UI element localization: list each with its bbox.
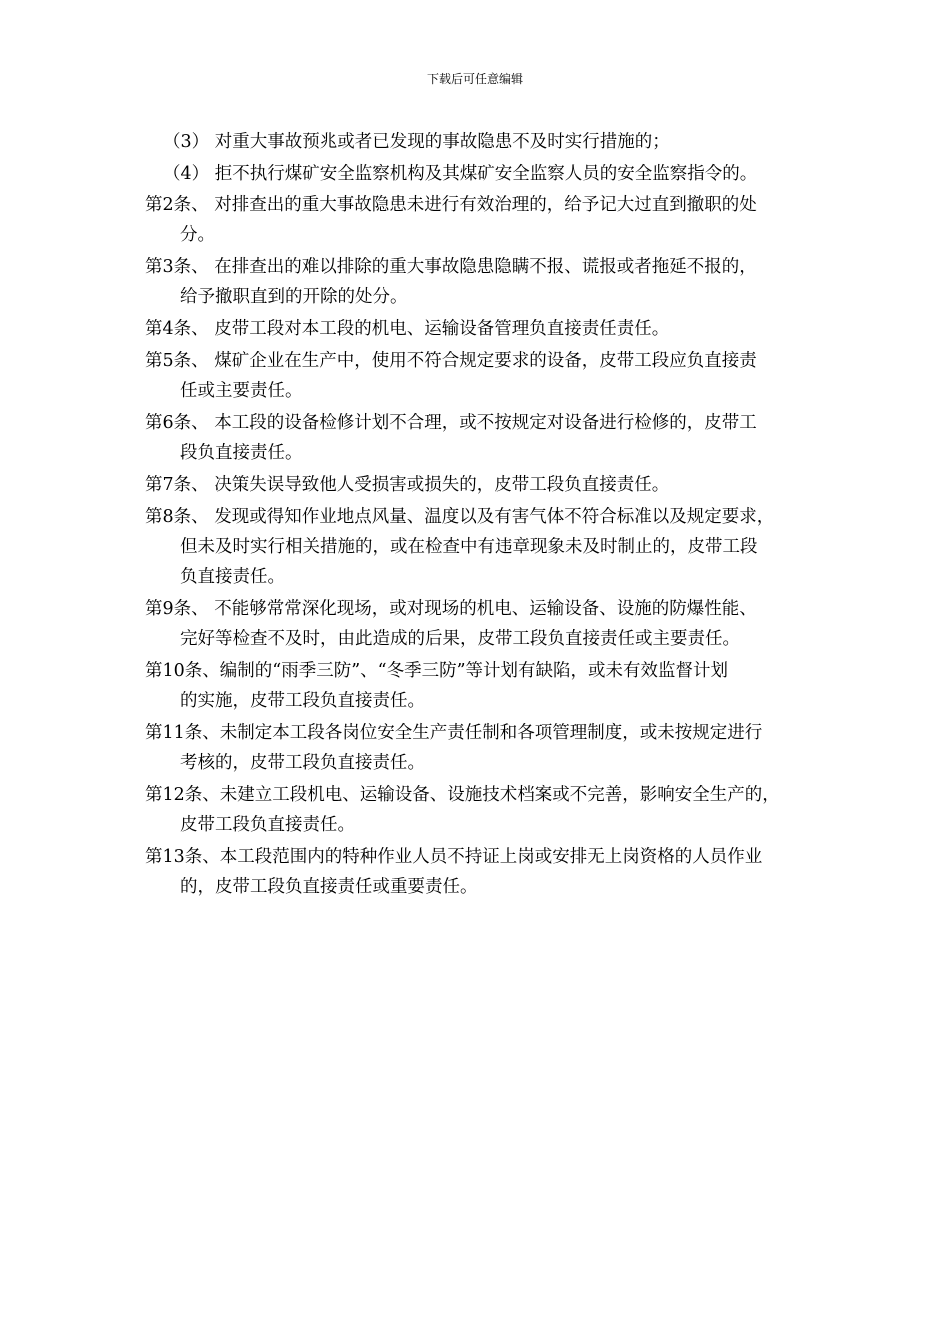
article-line: 第3条、 在排查出的难以排除的重大事故隐患隐瞒不报、谎报或者拖延不报的， — [145, 257, 757, 277]
article-line: 分。 — [180, 225, 215, 245]
page-header: 下载后可任意编辑 — [426, 72, 523, 86]
article-5 — [145, 346, 880, 406]
article-line: 第13条、本工段范围内的特种作业人员不持证上岗或安排无上岗资格的人员作业 — [145, 847, 763, 867]
article-2 — [145, 190, 880, 250]
article-line: 的实施，皮带工段负直接责任。 — [180, 691, 425, 711]
item-list — [145, 126, 880, 190]
article-4 — [145, 314, 880, 344]
article-11 — [145, 718, 880, 778]
article-line: 的，皮带工段负直接责任或重要责任。 — [180, 877, 478, 897]
document-body — [145, 126, 880, 902]
list-item: （4） 拒不执行煤矿安全监察机构及其煤矿安全监察人员的安全监察指令的。 — [163, 164, 758, 184]
article-line: 第2条、 对排查出的重大事故隐患未进行有效治理的，给予记大过直到撤职的处 — [145, 195, 757, 215]
article-12 — [145, 780, 880, 840]
article-line: 第7条、 决策失误导致他人受损害或损失的，皮带工段负直接责任。 — [145, 475, 670, 495]
article-line: 负直接责任。 — [180, 567, 285, 587]
article-line: 完好等检查不及时，由此造成的后果，皮带工段负直接责任或主要责任。 — [180, 629, 740, 649]
article-line: 第12条、未建立工段机电、运输设备、设施技术档案或不完善，影响安全生产的， — [145, 785, 780, 805]
article-line: 第11条、未制定本工段各岗位安全生产责任制和各项管理制度，或未按规定进行 — [145, 723, 763, 743]
article-line: 第8条、 发现或得知作业地点风量、温度以及有害气体不符合标准以及规定要求， — [145, 507, 775, 527]
article-line: 皮带工段负直接责任。 — [180, 815, 355, 835]
list-item: （3） 对重大事故预兆或者已发现的事故隐患不及时实行措施的； — [163, 132, 670, 152]
article-line: 段负直接责任。 — [180, 443, 303, 463]
article-line: 任或主要责任。 — [180, 381, 303, 401]
article-line: 给予撤职直到的开除的处分。 — [180, 287, 408, 307]
article-3 — [145, 252, 880, 312]
article-line: 但未及时实行相关措施的，或在检查中有违章现象未及时制止的，皮带工段 — [180, 537, 758, 557]
article-line: 第4条、 皮带工段对本工段的机电、运输设备管理负直接责任责任。 — [145, 319, 670, 339]
article-line: 第5条、 煤矿企业在生产中，使用不符合规定要求的设备，皮带工段应负直接责 — [145, 351, 757, 371]
article-8 — [145, 502, 880, 592]
article-7 — [145, 470, 880, 500]
article-line: 考核的，皮带工段负直接责任。 — [180, 753, 425, 773]
article-13 — [145, 842, 880, 902]
article-line: 第6条、 本工段的设备检修计划不合理，或不按规定对设备进行检修的，皮带工 — [145, 413, 757, 433]
article-line: 第10条、编制的“雨季三防”、“冬季三防”等计划有缺陷，或未有效监督计划 — [145, 661, 729, 681]
article-9 — [145, 594, 880, 654]
article-6 — [145, 408, 880, 468]
article-10 — [145, 656, 880, 716]
article-line: 第9条、 不能够常常深化现场，或对现场的机电、运输设备、设施的防爆性能、 — [145, 599, 757, 619]
